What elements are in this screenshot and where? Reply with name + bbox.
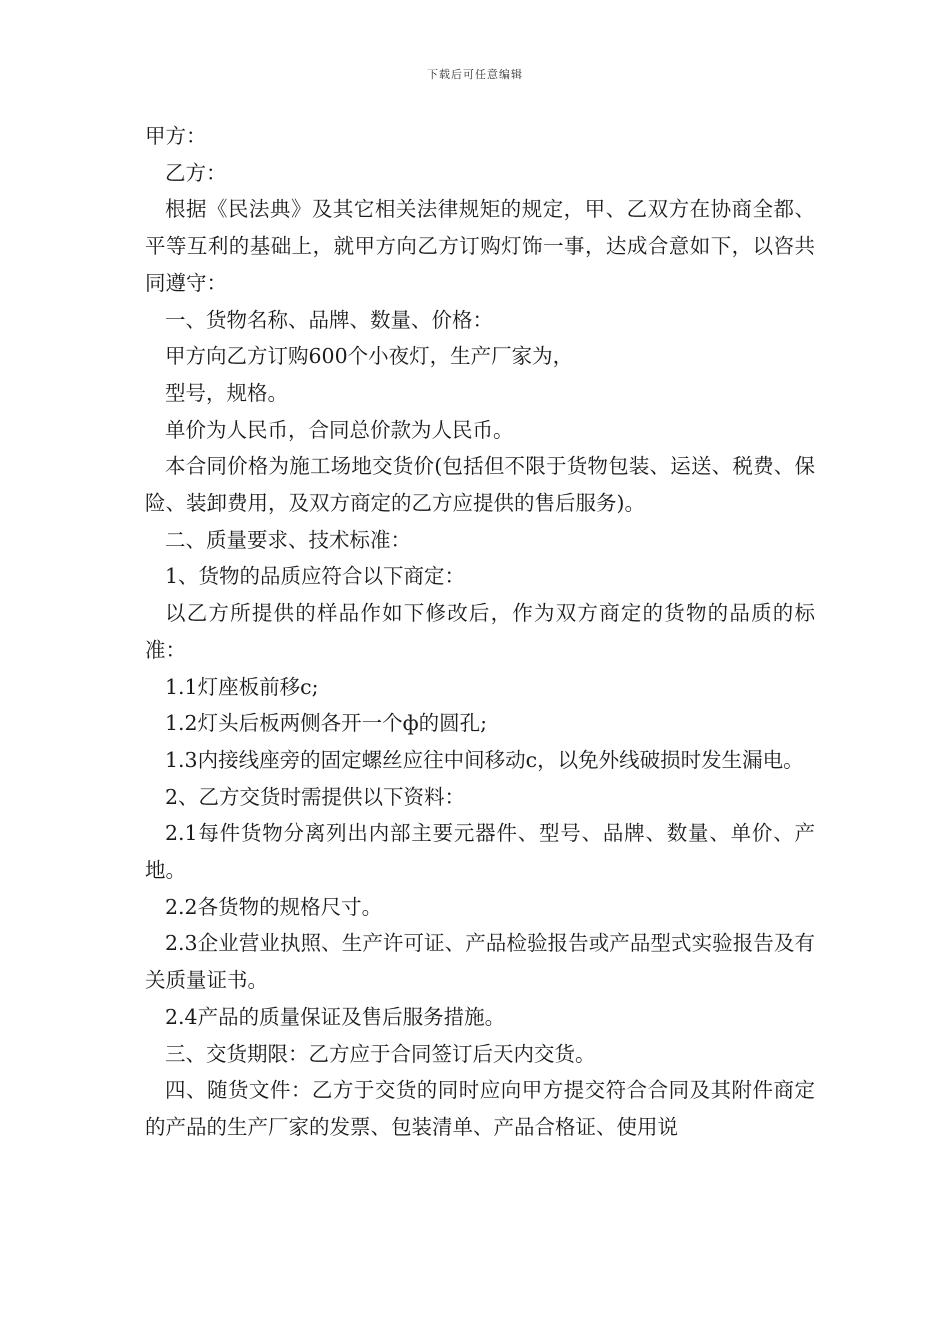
section-3-delivery: 三、交货期限：乙方应于合同签订后天内交货。 xyxy=(165,1041,596,1066)
section-4-documents: 四、随货文件：乙方于交货的同时应向甲方提交符合合同及其附件商定的产品的生产厂家的发票、包装清单、产品合格证、使用说 xyxy=(145,1078,815,1139)
section-2-heading: 二、质量要求、技术标准： xyxy=(165,527,411,552)
model-spec-line: 型号，规格。 xyxy=(165,380,288,405)
quality-clause-1: 1、货物的品质应符合以下商定： xyxy=(165,564,466,589)
quality-item-1-1: 1.1灯座板前移c; xyxy=(165,674,319,699)
party-b-line: 乙方： xyxy=(165,160,227,185)
quality-item-1-3: 1.3内接线座旁的固定螺丝应往中间移动c，以免外线破损时发生漏电。 xyxy=(165,747,804,772)
party-a-line: 甲方： xyxy=(145,124,207,148)
document-item-2-2: 2.2各货物的规格尺寸。 xyxy=(165,894,383,919)
document-item-2-1: 2.1每件货物分离列出内部主要元器件、型号、品牌、数量、单价、产地。 xyxy=(145,821,815,883)
document-item-2-4: 2.4产品的质量保证及售后服务措施。 xyxy=(165,1004,506,1029)
section-1-heading: 一、货物名称、品牌、数量、价格： xyxy=(165,307,493,332)
quality-item-1-2: 1.2灯头后板两侧各开一个ф的圆孔; xyxy=(165,711,488,736)
price-terms-paragraph: 本合同价格为施工场地交货价(包括但不限于货物包装、运送、税费、保险、装卸费用，及双方商定的乙方应提供的售后服务)。 xyxy=(145,454,815,516)
quality-clause-2: 2、乙方交货时需提供以下资料： xyxy=(165,784,466,809)
document-item-2-3: 2.3企业营业执照、生产许可证、产品检验报告或产品型式实验报告及有关质量证书。 xyxy=(145,931,815,993)
page-header-note: 下载后可任意编辑 xyxy=(427,68,523,81)
quality-standard-paragraph: 以乙方所提供的样品作如下修改后，作为双方商定的货物的品质的标准： xyxy=(145,601,815,662)
contract-body xyxy=(145,118,815,1146)
order-quantity-line: 甲方向乙方订购600个小夜灯，生产厂家为， xyxy=(165,344,574,369)
price-line: 单价为人民币，合同总价款为人民币。 xyxy=(165,417,514,442)
preamble-paragraph: 根据《民法典》及其它相关法律规矩的规定，甲、乙双方在协商全都、平等互利的基础上，就甲方向乙方订购灯饰一事，达成合意如下，以咨共同遵守： xyxy=(145,197,815,295)
